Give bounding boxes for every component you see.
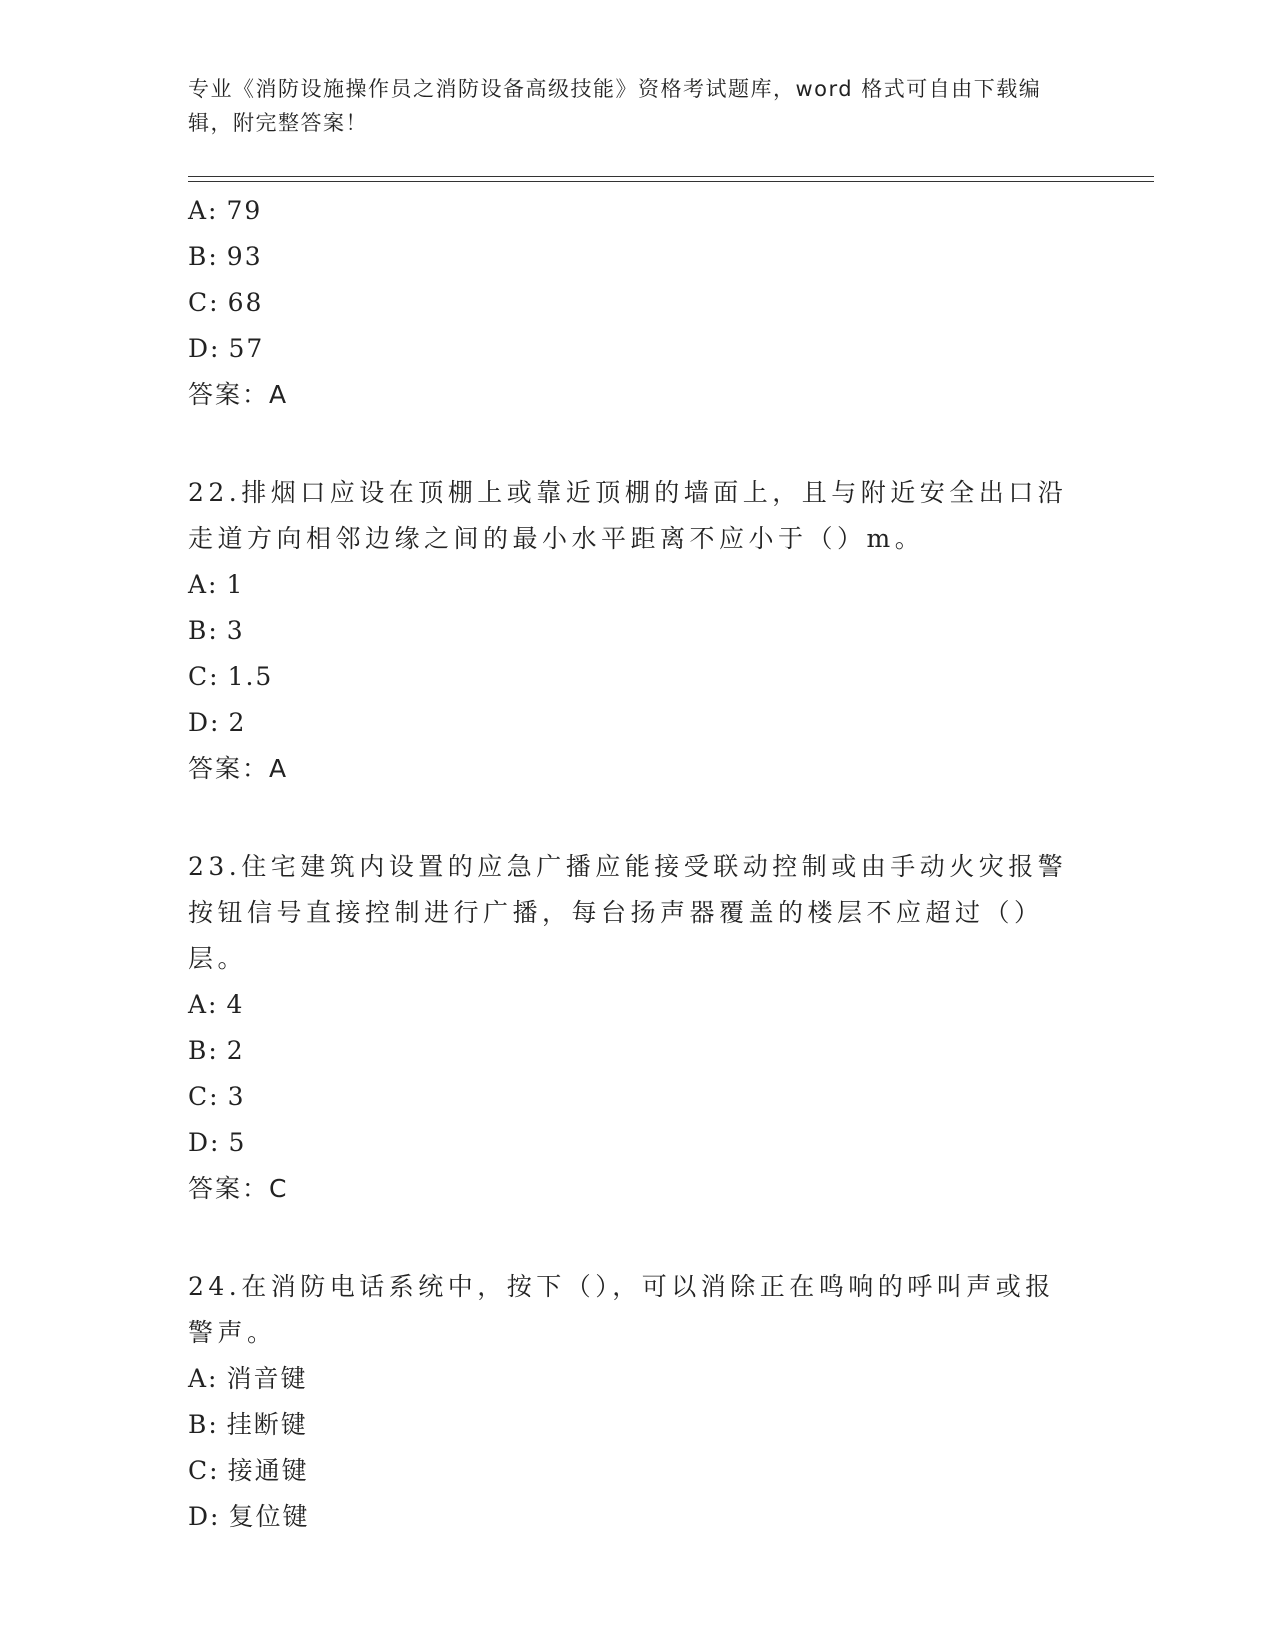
option-d: D: 2 <box>188 708 247 737</box>
answer-label: 答案：A <box>188 380 289 409</box>
option-b: B: 93 <box>188 242 263 271</box>
question-21 <box>188 188 1078 418</box>
option-c: C: 接通键 <box>188 1456 309 1485</box>
option-c: C: 3 <box>188 1082 246 1111</box>
option-b: B: 挂断键 <box>188 1410 308 1439</box>
option-a: A: 消音键 <box>188 1364 308 1393</box>
question-24 <box>188 1264 1078 1540</box>
option-c: C: 1.5 <box>188 662 274 691</box>
answer-label: 答案：A <box>188 754 289 783</box>
header-divider-top <box>188 176 1154 177</box>
question-list <box>188 188 1078 1540</box>
option-d: D: 57 <box>188 334 265 363</box>
question-stem: 24.在消防电话系统中，按下（），可以消除正在鸣响的呼叫声或报警声。 <box>188 1272 1055 1347</box>
option-d: D: 复位键 <box>188 1502 310 1531</box>
question-stem: 23.住宅建筑内设置的应急广播应能接受联动控制或由手动火灾报警按钮信号直接控制进行广播，每台扬声器覆盖的楼层不应超过（）层。 <box>188 852 1068 973</box>
question-stem: 22.排烟口应设在顶棚上或靠近顶棚的墙面上，且与附近安全出口沿走道方向相邻边缘之间的最小水平距离不应小于（）m。 <box>188 478 1068 553</box>
option-d: D: 5 <box>188 1128 247 1157</box>
option-a: A: 79 <box>188 196 263 225</box>
option-c: C: 68 <box>188 288 264 317</box>
question-23 <box>188 844 1078 1212</box>
document-header: 专业《消防设施操作员之消防设备高级技能》资格考试题库，word 格式可自由下载编辑，附完整答案！ <box>188 77 1042 135</box>
option-a: A: 4 <box>188 990 245 1019</box>
question-22 <box>188 470 1078 792</box>
option-a: A: 1 <box>188 570 245 599</box>
option-b: B: 3 <box>188 616 245 645</box>
header-divider-bottom <box>188 181 1154 182</box>
option-b: B: 2 <box>188 1036 245 1065</box>
answer-label: 答案：C <box>188 1174 289 1203</box>
